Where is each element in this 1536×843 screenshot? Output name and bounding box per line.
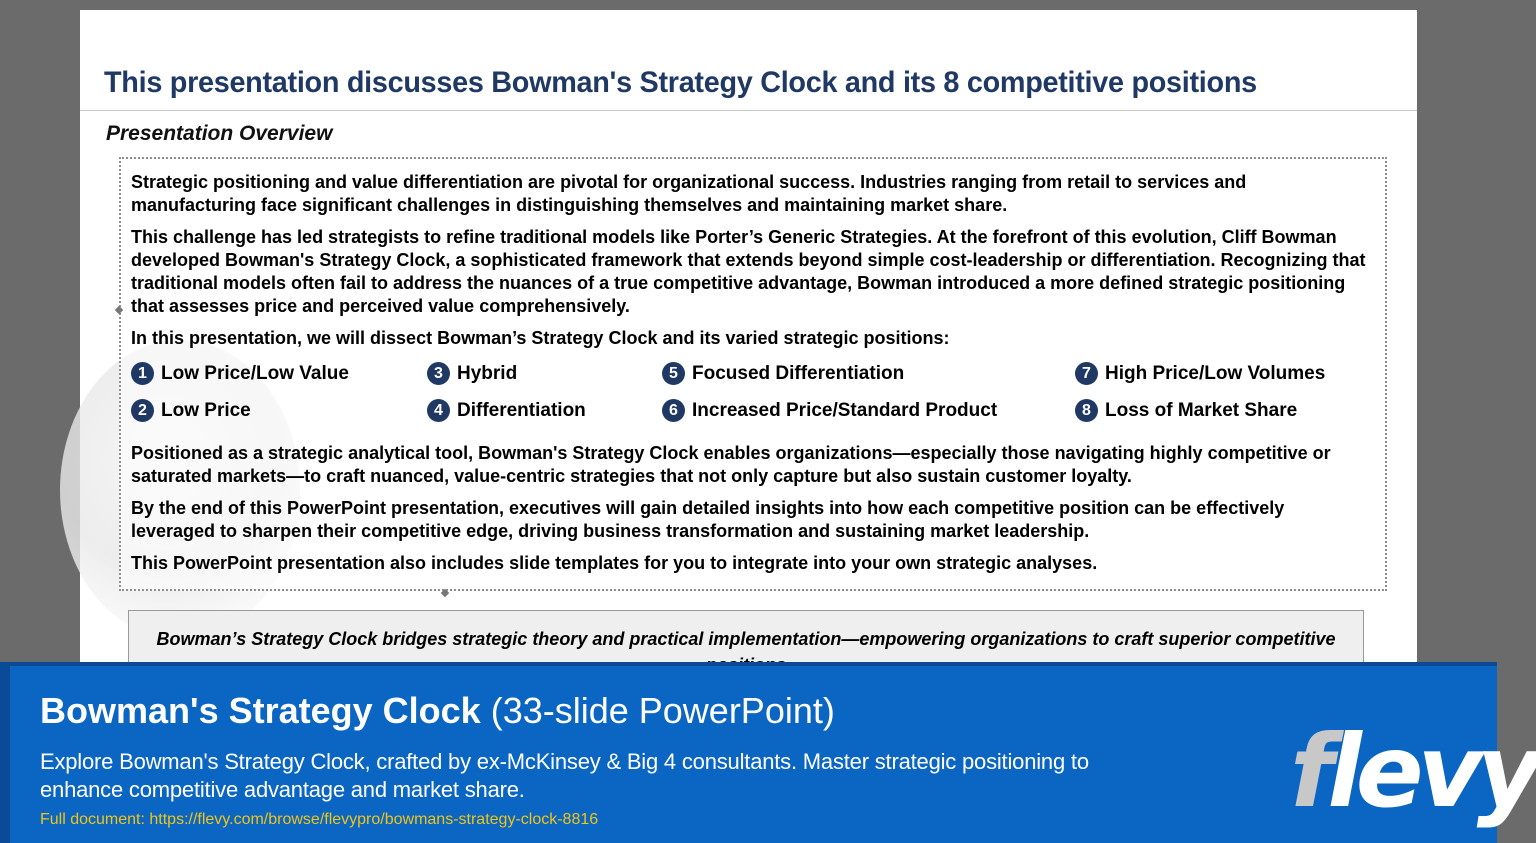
position-label: Loss of Market Share [1105, 399, 1298, 421]
banner-title-light: (33-slide PowerPoint) [490, 690, 835, 731]
callout-box: Bowman’s Strategy Clock bridges strategic theory and practical implementation—empowering organizations to craft superior competitive [128, 610, 1364, 690]
flevy-logo[interactable] [1290, 713, 1536, 830]
number-badge: 2 [131, 399, 154, 422]
overview-paragraph: In this presentation, we will dissect Bowman’s Strategy Clock and its varied strategic positions: [131, 328, 950, 348]
number-badge: 1 [131, 362, 154, 385]
position-label: Differentiation [457, 399, 586, 421]
overview-paragraph: This PowerPoint presentation also includes slide templates for you to integrate into your own strategic analyses. [131, 553, 1098, 573]
position-item [131, 362, 427, 385]
number-badge: 3 [427, 362, 450, 385]
position-label: Low Price [161, 399, 251, 421]
number-badge: 4 [427, 399, 450, 422]
position-label: Hybrid [457, 362, 518, 384]
banner-top-edge [0, 662, 1497, 666]
logo-letter-f: f [1290, 713, 1328, 830]
banner-title [40, 690, 835, 732]
position-label: High Price/Low Volumes [1105, 362, 1326, 384]
position-item [427, 362, 662, 385]
banner-left-edge [0, 662, 10, 843]
title-divider [80, 110, 1417, 111]
document-link[interactable]: Full document: https://flevy.com/browse/flevypro/bowmans-strategy-clock-8816 [40, 811, 599, 828]
overview-textbox [119, 157, 1387, 591]
position-item [1075, 362, 1365, 385]
position-item [1075, 399, 1365, 422]
number-badge: 5 [662, 362, 685, 385]
banner-description: Explore Bowman's Strategy Clock, crafted by ex-McKinsey & Big 4 consultants. Master strategic positioning to enhance competitive advantage and market share. [40, 749, 1089, 802]
overview-paragraph: Strategic positioning and value differentiation are pivotal for organizational success. Industries ranging from retail to services and manufacturing face significant challenges in distinguishing themselves and maintaining market share. [131, 172, 1247, 215]
position-item [662, 362, 1075, 385]
number-badge: 8 [1075, 399, 1098, 422]
overview-paragraph: By the end of this PowerPoint presentation, executives will gain detailed insights into how each competitive position can be effectively leveraged to sharpen their competitive edge, driving business transformation and sustaining market leadership. [131, 498, 1285, 541]
position-item [427, 399, 662, 422]
position-label: Low Price/Low Value [161, 362, 349, 384]
number-badge: 6 [662, 399, 685, 422]
logo-letters-rest: levy [1327, 713, 1536, 830]
slide [80, 10, 1417, 710]
promo-banner [0, 662, 1536, 843]
overview-paragraph: This challenge has led strategists to refine traditional models like Porter’s Generic Strategies. At the forefront of this evolution, Cliff Bowman developed Bowman's Strategy Clock, a sophisticated framework that extends beyond simple cost-leadership or differentiation. Recognizing that traditional models often fail to address the nuances of a true competitive advantage, Bowman introduced a more defined strategic positioning that assesses price and perceived value comprehensively. [131, 227, 1366, 316]
overview-paragraph: Positioned as a strategic analytical tool, Bowman's Strategy Clock enables organizations—especially those navigating highly competitive or saturated markets—to craft nuanced, value-centric strategies that not only capture but also sustain customer loyalty. [131, 443, 1331, 486]
position-label: Focused Differentiation [692, 362, 905, 384]
position-item [131, 399, 427, 422]
banner-title-bold: Bowman's Strategy Clock [40, 690, 481, 731]
position-label: Increased Price/Standard Product [692, 399, 998, 421]
position-item [662, 399, 1075, 422]
positions-list [131, 362, 1371, 422]
section-title: Presentation Overview [106, 122, 333, 145]
slide-title: This presentation discusses Bowman's Strategy Clock and its 8 competitive positions [104, 66, 1257, 99]
number-badge: 7 [1075, 362, 1098, 385]
